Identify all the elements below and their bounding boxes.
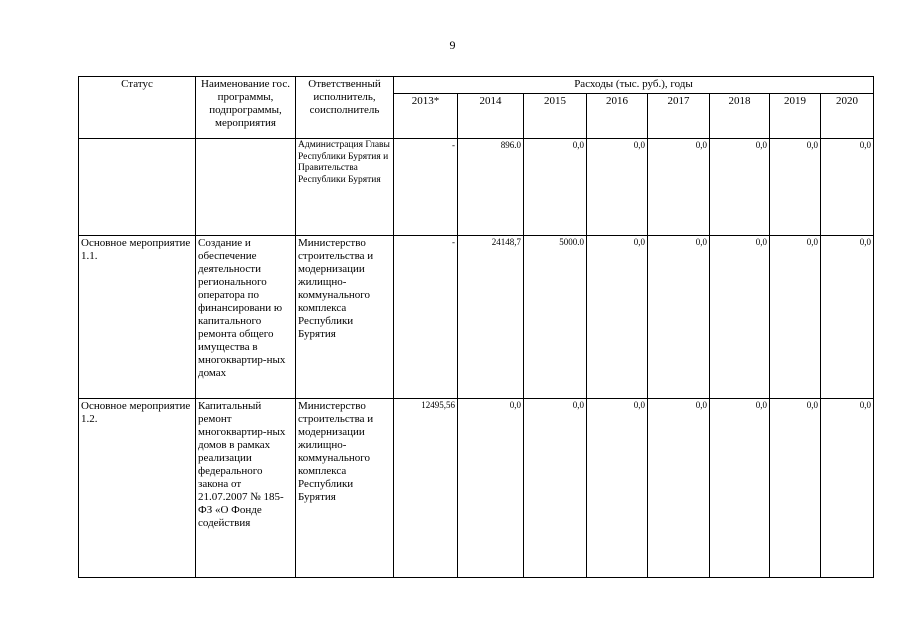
- value-cell-2015: 5000.0: [524, 236, 587, 399]
- header-year: 2019: [770, 94, 821, 139]
- page-number: 9: [449, 38, 456, 52]
- value-cell-2016: 0,0: [587, 236, 648, 399]
- value-cell-2017: 0,0: [648, 139, 710, 236]
- header-year: 2014: [458, 94, 524, 139]
- header-expenses: Расходы (тыс. руб.), годы: [394, 77, 874, 94]
- table-row: [79, 139, 874, 236]
- name-cell: Капитальный ремонт многоквартир-ных домов в рамках реализации федерального закона от 21.07.2007 № 185-ФЗ «О Фонде содействия: [196, 399, 296, 578]
- header-year: 2016: [587, 94, 648, 139]
- table-row: [79, 236, 874, 399]
- responsible-cell: Министерство строительства и модернизации жилищно-коммунального комплекса Республики Бурятия: [296, 236, 394, 399]
- header-year: 2020: [821, 94, 874, 139]
- responsible-cell: Министерство строительства и модернизации жилищно-коммунального комплекса Республики Бурятия: [296, 399, 394, 578]
- value-cell-2018: 0,0: [710, 236, 770, 399]
- value-cell-2020: 0,0: [821, 139, 874, 236]
- value-cell-2015: 0,0: [524, 399, 587, 578]
- value-cell-2013: -: [394, 139, 458, 236]
- header-year: 2015: [524, 94, 587, 139]
- status-cell: Основное мероприятие 1.2.: [79, 399, 196, 578]
- value-cell-2014: 896.0: [458, 139, 524, 236]
- value-cell-2013: 12495,56: [394, 399, 458, 578]
- value-cell-2019: 0,0: [770, 139, 821, 236]
- value-cell-2019: 0,0: [770, 236, 821, 399]
- status-cell: Основное мероприятие 1.1.: [79, 236, 196, 399]
- value-cell-2018: 0,0: [710, 139, 770, 236]
- header-name: Наименование гос. программы, подпрограммы, мероприятия: [196, 77, 296, 139]
- expenses-table: [78, 76, 874, 578]
- value-cell-2017: 0,0: [648, 399, 710, 578]
- name-cell: Создание и обеспечение деятельности регионального оператора по финансировани ю капитального ремонта общего имущества в многоквартир-ных домах: [196, 236, 296, 399]
- value-cell-2015: 0,0: [524, 139, 587, 236]
- value-cell-2019: 0,0: [770, 399, 821, 578]
- value-cell-2017: 0,0: [648, 236, 710, 399]
- header-year: 2013*: [394, 94, 458, 139]
- table-header: [79, 77, 874, 139]
- value-cell-2014: 24148,7: [458, 236, 524, 399]
- header-year: 2017: [648, 94, 710, 139]
- value-cell-2013: -: [394, 236, 458, 399]
- value-cell-2020: 0,0: [821, 236, 874, 399]
- status-cell: [79, 139, 196, 236]
- header-status: Статус: [79, 77, 196, 139]
- name-cell: [196, 139, 296, 236]
- responsible-cell: Администрация Главы Республики Бурятия и Правительства Республики Бурятия: [296, 139, 394, 236]
- value-cell-2016: 0,0: [587, 399, 648, 578]
- header-year: 2018: [710, 94, 770, 139]
- header-responsible: Ответственный исполнитель, соисполнитель: [296, 77, 394, 139]
- header-row-1: [79, 77, 874, 94]
- value-cell-2018: 0,0: [710, 399, 770, 578]
- value-cell-2020: 0,0: [821, 399, 874, 578]
- value-cell-2014: 0,0: [458, 399, 524, 578]
- table-row: [79, 399, 874, 578]
- value-cell-2016: 0,0: [587, 139, 648, 236]
